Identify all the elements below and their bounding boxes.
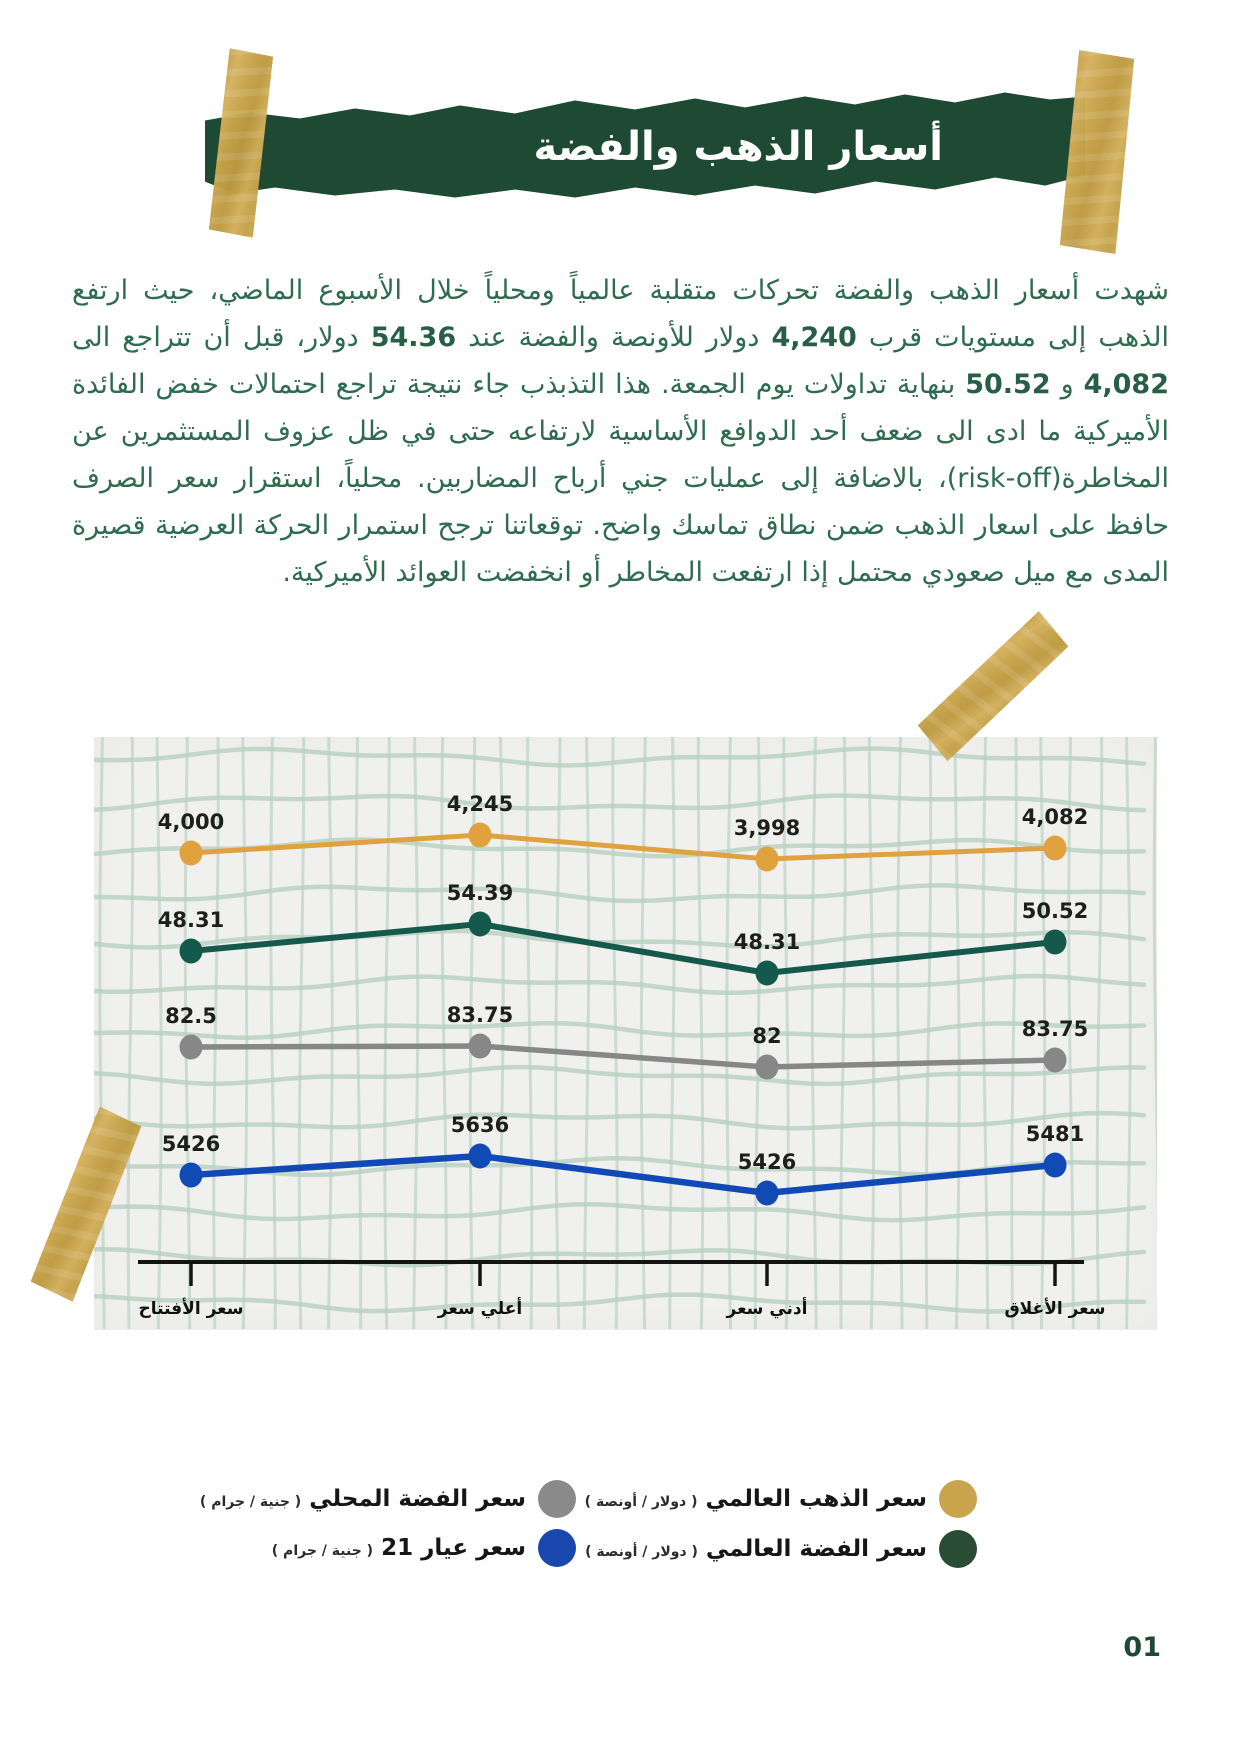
point-gold-world-0 xyxy=(180,841,203,866)
grid-vline xyxy=(698,737,702,1329)
legend-name: سعر عيار 21 xyxy=(373,1535,526,1561)
grid-vline xyxy=(1097,737,1101,1329)
grid-vline xyxy=(556,737,560,1329)
legend-item-gold-world xyxy=(585,1478,977,1520)
legend-unit: ( دولار / أونصة ) xyxy=(584,1494,698,1510)
legend-circle-gold-world xyxy=(939,1480,977,1518)
grid-vline xyxy=(955,737,959,1329)
legend-name: سعر الذهب العالمي xyxy=(697,1486,927,1512)
point-silver-world-2 xyxy=(756,961,779,986)
point-silver-world-0 xyxy=(180,939,203,964)
point-label-silver-local-1: 83.75 xyxy=(446,1003,514,1027)
series-silver-world-line xyxy=(191,924,1055,973)
legend-label-silver-local xyxy=(200,1486,526,1512)
intro-text-segment: و xyxy=(1050,369,1084,400)
legend-name: سعر الفضة العالمي xyxy=(697,1536,927,1562)
legend-label-gold-world xyxy=(585,1486,927,1512)
point-label-gold-21k-1: 5636 xyxy=(450,1113,510,1137)
grid-hline xyxy=(94,885,1144,901)
point-label-silver-world-3: 50.52 xyxy=(1021,899,1089,923)
legend-circle-gold-21k xyxy=(538,1529,576,1567)
legend-item-silver-world xyxy=(585,1528,977,1570)
point-label-gold-world-3: 4,082 xyxy=(1021,805,1089,829)
point-silver-world-1 xyxy=(469,912,492,937)
point-label-gold-21k-2: 5426 xyxy=(737,1150,797,1174)
page-number: 01 xyxy=(1123,1632,1161,1663)
grid-vline xyxy=(243,737,247,1329)
grid-vline xyxy=(869,737,873,1329)
intro-text-segment: شهدت أسعار الذهب والفضة تحركات متقلبة عالمياً ومحلياً خلال الأسبوع الماضي، حيث ارتفع الذهب إلى مستويات قرب xyxy=(72,275,1169,353)
intro-text-segment: دولار للأونصة والفضة عند xyxy=(456,322,772,353)
point-gold-21k-2 xyxy=(756,1181,779,1206)
grid-vline xyxy=(926,737,930,1329)
x-axis-label-2: أدني سعر xyxy=(726,1299,808,1319)
point-label-silver-world-2: 48.31 xyxy=(733,930,801,954)
legend-unit: ( جنية / جرام ) xyxy=(271,1543,374,1559)
grid-vline xyxy=(527,737,531,1329)
grid-vline xyxy=(584,737,588,1329)
point-silver-local-2 xyxy=(756,1055,779,1080)
intro-number: 4,240 xyxy=(771,322,857,353)
point-gold-world-2 xyxy=(756,847,779,872)
legend-item-gold-21k xyxy=(272,1527,576,1569)
legend-unit: ( جنية / جرام ) xyxy=(199,1494,302,1510)
point-gold-21k-3 xyxy=(1044,1153,1067,1178)
grid-vline xyxy=(613,737,617,1329)
point-label-silver-local-2: 82 xyxy=(752,1024,782,1048)
point-gold-21k-0 xyxy=(180,1163,203,1188)
point-silver-local-3 xyxy=(1044,1048,1067,1073)
grid-vline xyxy=(1154,737,1157,1329)
grid-vline xyxy=(356,737,360,1329)
grid-vline xyxy=(329,737,333,1329)
point-silver-local-1 xyxy=(469,1034,492,1059)
point-label-gold-21k-0: 5426 xyxy=(161,1132,221,1156)
grid-vline xyxy=(983,737,987,1329)
point-label-silver-local-3: 83.75 xyxy=(1021,1017,1089,1041)
x-axis-label-0: سعر الأفتتاح xyxy=(138,1299,244,1319)
point-label-gold-world-1: 4,245 xyxy=(446,792,514,816)
point-label-silver-world-0: 48.31 xyxy=(157,908,225,932)
gold-tape-header-right xyxy=(1059,50,1134,254)
x-axis-label-1: أعلي سعر xyxy=(437,1299,523,1319)
intro-number: 4,082 xyxy=(1083,369,1169,400)
chart-paper xyxy=(94,737,1157,1330)
point-label-gold-21k-3: 5481 xyxy=(1025,1122,1085,1146)
point-label-silver-world-1: 54.39 xyxy=(446,881,514,905)
point-gold-21k-1 xyxy=(469,1144,492,1169)
legend-unit: ( دولار / أونصة ) xyxy=(585,1544,698,1560)
legend-name: سعر الفضة المحلي xyxy=(301,1486,526,1512)
grid-vline xyxy=(1127,737,1131,1329)
grid-vline xyxy=(442,737,446,1329)
point-silver-world-3 xyxy=(1044,930,1067,955)
grid-vline xyxy=(841,737,845,1329)
grid-hline xyxy=(94,976,1144,993)
grid-vline xyxy=(414,737,418,1329)
grid-hline xyxy=(94,796,1144,811)
series-silver-local-line xyxy=(191,1046,1055,1067)
grid-vline xyxy=(499,737,503,1329)
intro-text-segment: بنهاية تداولات يوم الجمعة. هذا التذبذب جاء نتيجة تراجع احتمالات خفض الفائدة الأميركية ما ادى الى ضعف أحد الدوافع الأساسية لارتفاعه حتى في ظل عزوف المستثمرين عن المخاطرة(risk-off)، بالاضافة إلى عمليات جني أرباح المضاربين. محلياً، استقرار سعر الصرف حافظ على اسعار الذهب ضمن نطاق تماسك واضح. توقعاتنا ترجح استمرار الحركة العرضية قصيرة المدى مع ميل صعودي محتمل إذا ارتفعت المخاطر أو انخفضت العوائد الأميركية. xyxy=(72,369,1169,588)
point-silver-local-0 xyxy=(180,1035,203,1060)
intro-number: 54.36 xyxy=(370,322,457,353)
point-gold-world-3 xyxy=(1044,836,1067,861)
x-axis-label-3: سعر الأغلاق xyxy=(1004,1299,1106,1319)
header-banner xyxy=(205,86,1085,208)
point-gold-world-1 xyxy=(469,823,492,848)
point-label-silver-local-0: 82.5 xyxy=(165,1004,217,1028)
page-title: أسعار الذهب والفضة xyxy=(533,124,943,170)
legend-label-gold-21k xyxy=(272,1535,526,1561)
legend-item-silver-local xyxy=(200,1478,576,1520)
legend-circle-silver-local xyxy=(538,1480,576,1518)
point-label-gold-world-2: 3,998 xyxy=(733,816,801,840)
grid-hline xyxy=(94,1023,1144,1038)
intro-number: 50.52 xyxy=(965,369,1051,400)
point-label-gold-world-0: 4,000 xyxy=(157,810,225,834)
grid-vline xyxy=(385,737,389,1329)
legend-circle-silver-world xyxy=(939,1530,977,1568)
intro-paragraph xyxy=(72,267,1169,596)
price-line-chart xyxy=(94,737,1157,1330)
legend-label-silver-world xyxy=(585,1536,927,1562)
grid-vline xyxy=(271,737,275,1329)
intro-text-segment: دولار، قبل أن تتراجع الى xyxy=(72,322,371,353)
grid-hline xyxy=(94,1067,1144,1084)
grid-vline xyxy=(1012,737,1016,1329)
